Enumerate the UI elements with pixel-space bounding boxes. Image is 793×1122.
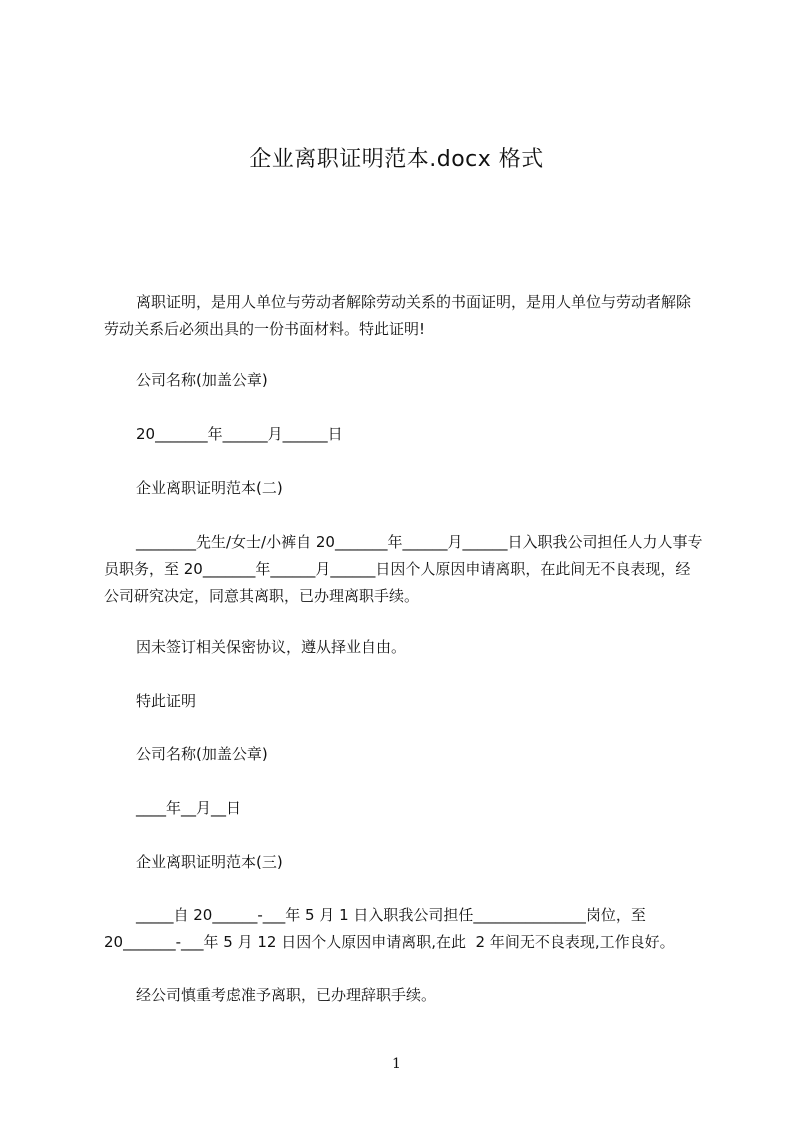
certification-line: 特此证明: [136, 692, 197, 710]
section-3-body: _____自 20______-___年 5 月 1 日入职我公司担任_______________岗位，至 20_______-___年 5 月 12 日因个人原因申请离职,在此 2 年间无不良表现,工作良好。: [104, 906, 675, 951]
date-line-2: ____年__月__日: [136, 799, 242, 817]
date-line: 20_______年______月______日: [136, 425, 343, 443]
section-heading-3: 企业离职证明范本(三): [136, 853, 283, 871]
company-name-line-2: 公司名称(加盖公章): [136, 745, 268, 763]
resignation-approved-paragraph: 经公司慎重考虑准予离职，已办理辞职手续。: [136, 986, 437, 1004]
document-title: 企业离职证明范本.docx 格式: [249, 147, 544, 172]
section-heading-2: 企业离职证明范本(二): [136, 479, 283, 497]
confidentiality-paragraph: 因未签订相关保密协议，遵从择业自由。: [136, 638, 407, 656]
intro-paragraph: 离职证明，是用人单位与劳动者解除劳动关系的书面证明，是用人单位与劳动者解除劳动关系后必须出具的一份书面材料。特此证明!: [104, 293, 692, 338]
section-2-body: ________先生/女士/小裤自 20_______年______月______日入职我公司担任人力人事专员职务，至 20_______年______月______日因个人原因申请离职，在此间无不良表现，经公司研究决定，同意其离职，已办理离职手续。: [104, 533, 703, 605]
company-name-line: 公司名称(加盖公章): [136, 371, 268, 389]
page-number: 1: [392, 1056, 401, 1072]
